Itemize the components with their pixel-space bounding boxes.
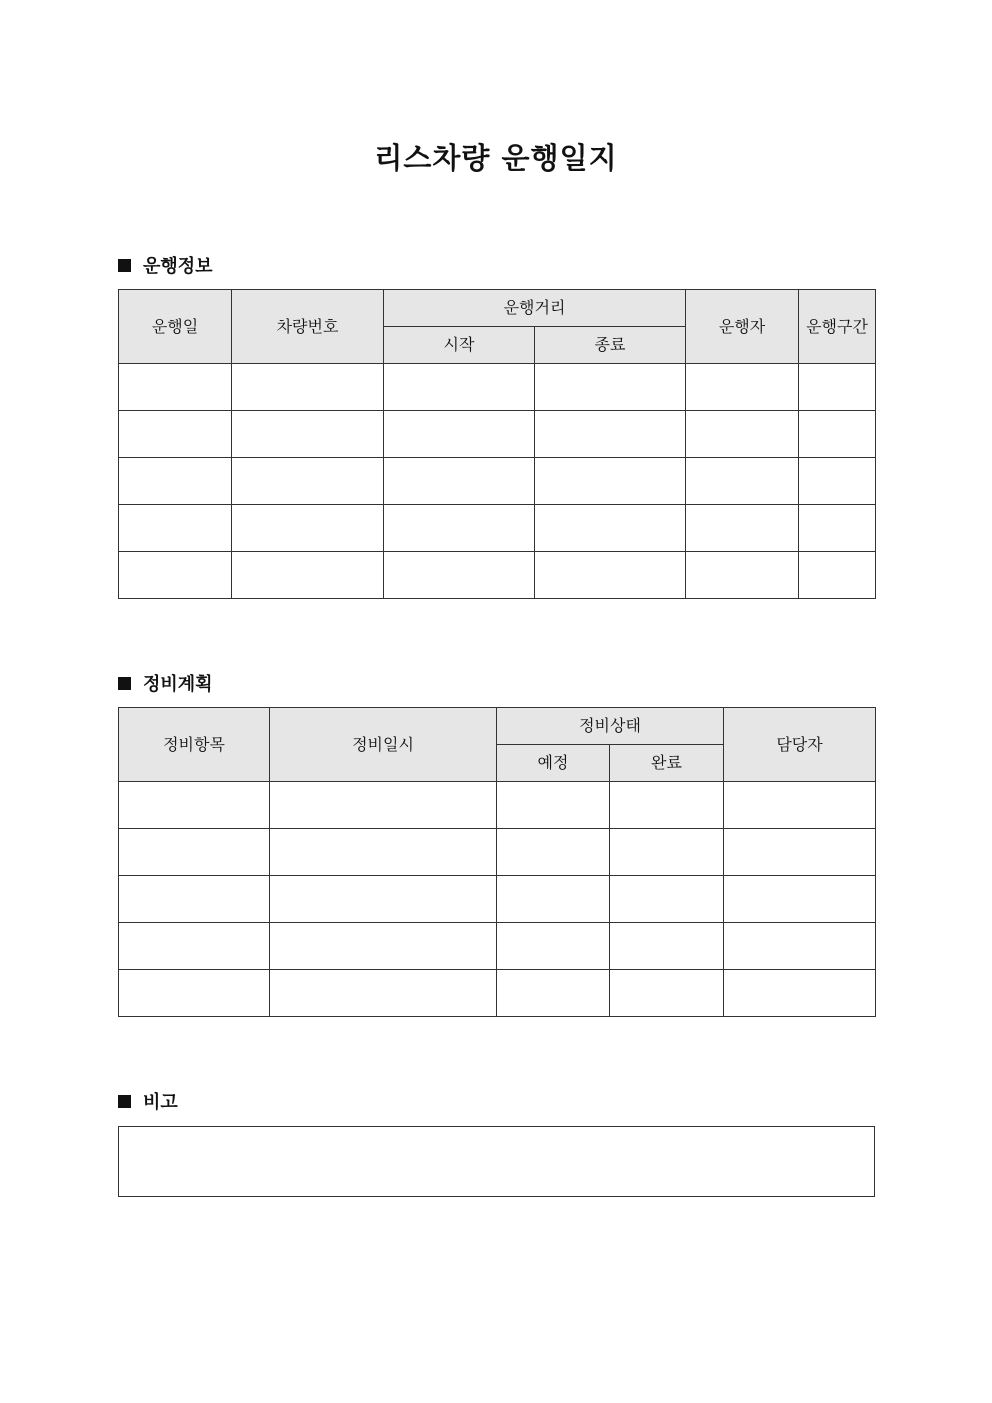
header-date: 운행일 (119, 290, 232, 364)
table-row (119, 970, 876, 1017)
table-cell[interactable] (119, 411, 232, 458)
table-cell[interactable] (799, 411, 876, 458)
table-cell[interactable] (270, 970, 497, 1017)
table-cell[interactable] (686, 552, 799, 599)
square-bullet-icon (118, 259, 131, 272)
section-operation-label: 운행정보 (143, 256, 213, 277)
table-cell[interactable] (535, 364, 686, 411)
table-cell[interactable] (119, 923, 270, 970)
table-cell[interactable] (610, 829, 724, 876)
table-row (119, 829, 876, 876)
header-status: 정비상태 (497, 708, 724, 745)
operation-table (118, 289, 876, 599)
table-cell[interactable] (610, 782, 724, 829)
table-cell[interactable] (799, 505, 876, 552)
table-cell[interactable] (686, 411, 799, 458)
document-title: 리스차량 운행일지 (374, 141, 618, 175)
header-route: 운행구간 (799, 290, 876, 364)
table-cell[interactable] (686, 458, 799, 505)
table-row (119, 411, 876, 458)
table-cell[interactable] (610, 970, 724, 1017)
table-cell[interactable] (686, 505, 799, 552)
table-cell[interactable] (610, 923, 724, 970)
table-cell[interactable] (232, 552, 384, 599)
table-cell[interactable] (232, 458, 384, 505)
table-cell[interactable] (119, 876, 270, 923)
table-cell[interactable] (232, 411, 384, 458)
table-cell[interactable] (724, 923, 876, 970)
header-vehicle-no: 차량번호 (232, 290, 384, 364)
header-driver: 운행자 (686, 290, 799, 364)
table-row (119, 505, 876, 552)
header-manager: 담당자 (724, 708, 876, 782)
table-cell[interactable] (497, 970, 610, 1017)
section-remarks-label: 비고 (143, 1092, 178, 1113)
table-row (119, 923, 876, 970)
table-cell[interactable] (232, 505, 384, 552)
table-cell[interactable] (610, 876, 724, 923)
table-cell[interactable] (724, 829, 876, 876)
table-cell[interactable] (119, 970, 270, 1017)
table-row (119, 458, 876, 505)
header-planned: 예정 (497, 745, 610, 782)
remarks-box[interactable] (118, 1126, 875, 1197)
table-cell[interactable] (497, 923, 610, 970)
header-end: 종료 (535, 327, 686, 364)
table-cell[interactable] (270, 876, 497, 923)
table-cell[interactable] (119, 829, 270, 876)
header-start: 시작 (384, 327, 535, 364)
section-remarks-heading (118, 1089, 178, 1113)
table-row (119, 782, 876, 829)
table-cell[interactable] (270, 923, 497, 970)
square-bullet-icon (118, 677, 131, 690)
table-cell[interactable] (799, 364, 876, 411)
table-cell[interactable] (384, 458, 535, 505)
header-distance: 운행거리 (384, 290, 686, 327)
section-maintenance-label: 정비계획 (143, 674, 213, 695)
table-cell[interactable] (119, 458, 232, 505)
table-cell[interactable] (119, 782, 270, 829)
table-cell[interactable] (799, 458, 876, 505)
table-cell[interactable] (384, 552, 535, 599)
table-cell[interactable] (535, 411, 686, 458)
square-bullet-icon (118, 1095, 131, 1108)
table-cell[interactable] (232, 364, 384, 411)
table-cell[interactable] (535, 505, 686, 552)
table-row (119, 876, 876, 923)
table-cell[interactable] (497, 876, 610, 923)
section-maintenance-heading (118, 671, 213, 695)
table-cell[interactable] (270, 829, 497, 876)
table-cell[interactable] (724, 782, 876, 829)
table-cell[interactable] (799, 552, 876, 599)
header-datetime: 정비일시 (270, 708, 497, 782)
table-cell[interactable] (119, 364, 232, 411)
table-cell[interactable] (724, 970, 876, 1017)
table-row (119, 552, 876, 599)
table-cell[interactable] (535, 458, 686, 505)
table-cell[interactable] (497, 829, 610, 876)
maintenance-table (118, 707, 876, 1017)
table-cell[interactable] (384, 364, 535, 411)
table-cell[interactable] (497, 782, 610, 829)
header-completed: 완료 (610, 745, 724, 782)
table-row (119, 364, 876, 411)
table-cell[interactable] (270, 782, 497, 829)
table-cell[interactable] (119, 505, 232, 552)
table-cell[interactable] (384, 505, 535, 552)
table-cell[interactable] (119, 552, 232, 599)
table-cell[interactable] (724, 876, 876, 923)
header-item: 정비항목 (119, 708, 270, 782)
table-cell[interactable] (535, 552, 686, 599)
table-cell[interactable] (384, 411, 535, 458)
section-operation-heading (118, 253, 213, 277)
table-cell[interactable] (686, 364, 799, 411)
